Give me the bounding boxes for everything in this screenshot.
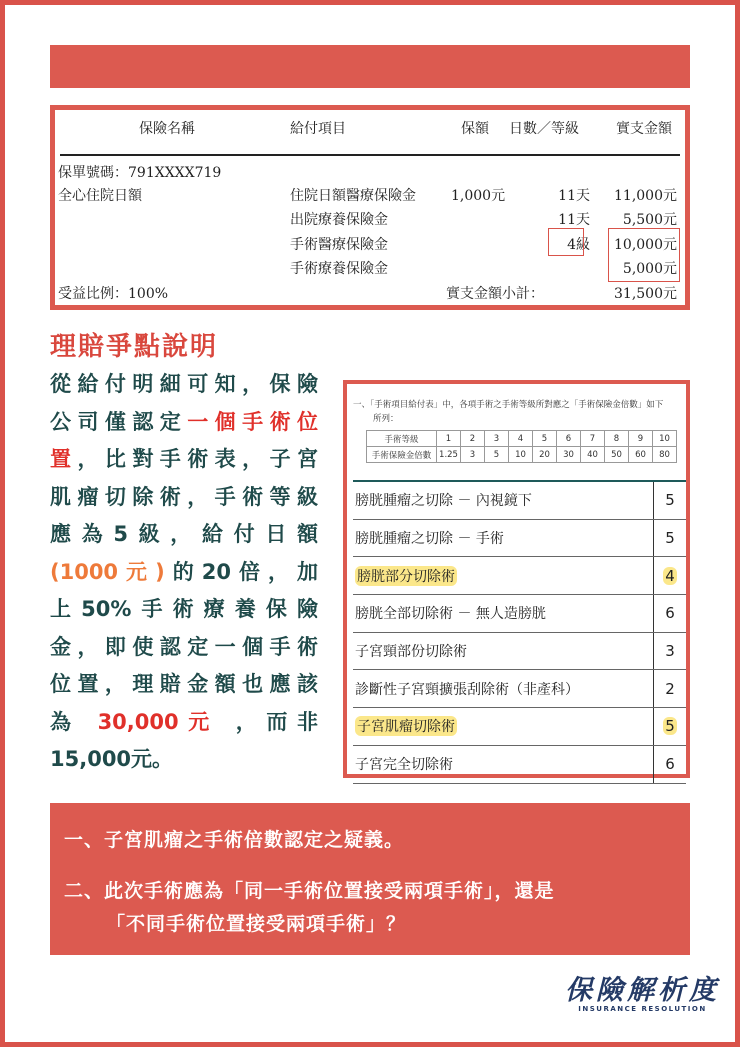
cell: 5 bbox=[533, 431, 557, 447]
cell: 1 bbox=[437, 431, 461, 447]
cell: 1.25 bbox=[437, 447, 461, 463]
procedure-level: 6 bbox=[665, 755, 675, 774]
text-segment: 肌瘤切除術，手術等級 bbox=[50, 484, 318, 509]
procedure-level-cell bbox=[654, 717, 686, 735]
cell: 8 bbox=[605, 431, 629, 447]
plan-name: 全心住院日額 bbox=[58, 188, 142, 204]
cell: 40 bbox=[581, 447, 605, 463]
procedure-name: 膀胱腫瘤之切除 － 手術 bbox=[355, 531, 504, 548]
cell: 80 bbox=[653, 447, 677, 463]
issue-2: 二、此次手術應為「同一手術位置接受兩項手術」，還是 bbox=[64, 880, 555, 902]
col-header-item: 給付項目 bbox=[290, 121, 346, 137]
text-segment: 應為5級，給付日額 bbox=[50, 522, 318, 546]
procedure-row bbox=[353, 708, 686, 746]
issue-2-cont: 「不同手術位置接受兩項手術」？ bbox=[106, 913, 407, 935]
procedure-row bbox=[353, 520, 686, 558]
subtotal-value: 31,500元 bbox=[614, 286, 677, 302]
top-banner bbox=[50, 45, 690, 88]
cell: 10 bbox=[653, 431, 677, 447]
amount: 1,000元 bbox=[451, 188, 506, 204]
text-line bbox=[50, 591, 318, 629]
procedure-name-cell bbox=[353, 746, 654, 783]
brand-logo bbox=[565, 968, 720, 1013]
procedure-level-cell bbox=[654, 604, 686, 622]
intro-line: 一、「手術項目給付表」中，各項手術之手術等級所對應之「手術保險金倍數」如下 bbox=[353, 400, 664, 410]
procedure-row bbox=[353, 595, 686, 633]
procedure-list bbox=[353, 480, 686, 784]
cell: 30 bbox=[557, 447, 581, 463]
subtotal-label: 實支金額小計： bbox=[446, 286, 544, 302]
text-line bbox=[50, 516, 318, 554]
text-segment: 公司僅認定 bbox=[50, 409, 188, 434]
procedure-row bbox=[353, 670, 686, 708]
intro-line: 所列： bbox=[373, 414, 399, 424]
procedure-name: 膀胱腫瘤之切除 － 內視鏡下 bbox=[355, 493, 532, 510]
procedure-level-cell bbox=[654, 680, 686, 698]
text-segment: ，而非 bbox=[218, 709, 319, 734]
procedure-level-cell bbox=[654, 755, 686, 773]
emphasis-text: (1000元) bbox=[50, 559, 165, 584]
text-line bbox=[50, 554, 318, 592]
procedure-name: 診斷性子宮頸擴張刮除術（非產科） bbox=[355, 681, 579, 698]
emphasis-text: 30,000元 bbox=[97, 709, 219, 734]
text-segment: 的20倍，加 bbox=[164, 559, 318, 584]
text-line bbox=[50, 366, 318, 404]
cell: 60 bbox=[629, 447, 653, 463]
procedure-level: 5 bbox=[665, 717, 675, 736]
text-segment: 從給付明細可知，保險 bbox=[50, 372, 318, 396]
emphasis-text: 一個手術位 bbox=[187, 409, 319, 434]
procedure-level-cell bbox=[654, 491, 686, 509]
cell: 9 bbox=[629, 431, 653, 447]
col-header-plan: 保險名稱 bbox=[139, 121, 195, 137]
explanation-text bbox=[50, 366, 318, 779]
logo-english: INSURANCE RESOLUTION bbox=[578, 1005, 707, 1013]
cell: 20 bbox=[533, 447, 557, 463]
procedure-level: 4 bbox=[665, 566, 675, 585]
item: 手術醫療保險金 bbox=[290, 237, 388, 253]
surgery-reference-image bbox=[343, 380, 690, 778]
section-heading: 理賠爭點說明 bbox=[50, 332, 219, 362]
procedure-name-cell bbox=[353, 520, 654, 557]
cell: 3 bbox=[461, 447, 485, 463]
procedure-level-cell bbox=[654, 567, 686, 585]
paid: 5,500元 bbox=[622, 212, 677, 228]
text-line bbox=[50, 441, 318, 479]
text-line bbox=[50, 479, 318, 517]
cell: 6 bbox=[557, 431, 581, 447]
cell: 7 bbox=[581, 431, 605, 447]
procedure-name-cell bbox=[353, 633, 654, 670]
text-segment: ，比對手術表，子宮 bbox=[77, 447, 319, 471]
policy-number: 保單號碼：791XXXX719 bbox=[58, 165, 222, 181]
cell: 50 bbox=[605, 447, 629, 463]
col-header-days: 日數／等級 bbox=[509, 121, 579, 137]
procedure-level: 3 bbox=[665, 642, 675, 661]
procedure-name-cell bbox=[353, 595, 654, 632]
procedure-level-cell bbox=[654, 642, 686, 660]
procedure-name: 膀胱部分切除術 bbox=[355, 566, 457, 586]
row-label: 手術等級 bbox=[367, 431, 437, 447]
surgery-amount-highlight-box bbox=[608, 228, 680, 282]
grade-highlight-box bbox=[548, 228, 584, 256]
claim-detail-table bbox=[50, 105, 690, 310]
text-segment: 金，即使認定一個手術 bbox=[50, 634, 318, 659]
text-line bbox=[50, 704, 318, 742]
text-segment: 為 bbox=[50, 709, 98, 734]
procedure-level-cell bbox=[654, 529, 686, 547]
procedure-level: 5 bbox=[665, 529, 675, 548]
emphasis-text: 置 bbox=[50, 447, 78, 471]
procedure-row bbox=[353, 482, 686, 520]
header-rule bbox=[60, 154, 680, 156]
item: 手術療養保險金 bbox=[290, 261, 388, 277]
procedure-name: 子宮肌瘤切除術 bbox=[355, 716, 457, 736]
col-header-amount: 保額 bbox=[461, 121, 489, 137]
procedure-row bbox=[353, 746, 686, 784]
procedure-name-cell bbox=[353, 557, 654, 594]
procedure-row bbox=[353, 633, 686, 671]
text-segment: 位置，理賠金額也應該 bbox=[50, 672, 318, 696]
paid: 11,000元 bbox=[614, 188, 677, 204]
issue-1: 一、子宮肌瘤之手術倍數認定之疑義。 bbox=[64, 829, 405, 851]
paid: 5,000元 bbox=[622, 261, 677, 277]
multiplier-table bbox=[366, 430, 677, 463]
text-line bbox=[50, 666, 318, 704]
procedure-row bbox=[353, 557, 686, 595]
cell: 4 bbox=[509, 431, 533, 447]
cell: 10 bbox=[509, 447, 533, 463]
procedure-name: 子宮完全切除術 bbox=[355, 757, 453, 774]
reference-intro bbox=[353, 398, 663, 426]
cell: 3 bbox=[485, 431, 509, 447]
procedure-name: 子宮頸部份切除術 bbox=[355, 644, 467, 661]
issues-box bbox=[50, 803, 690, 955]
text-segment: 15,000元。 bbox=[50, 747, 174, 771]
text-line bbox=[50, 629, 318, 667]
cell: 2 bbox=[461, 431, 485, 447]
beneficiary-ratio: 受益比例：100% bbox=[58, 286, 169, 302]
paid: 10,000元 bbox=[614, 237, 677, 253]
days: 4級 bbox=[567, 237, 590, 253]
procedure-name-cell bbox=[353, 482, 654, 519]
procedure-name-cell bbox=[353, 708, 654, 745]
procedure-level: 6 bbox=[665, 604, 675, 623]
logo-chinese: 保險解析度 bbox=[565, 975, 720, 1006]
text-line bbox=[50, 404, 318, 442]
procedure-level: 5 bbox=[665, 491, 675, 510]
text-line bbox=[50, 741, 318, 779]
cell: 5 bbox=[485, 447, 509, 463]
days: 11天 bbox=[558, 188, 590, 204]
col-header-paid: 實支金額 bbox=[616, 121, 672, 137]
item: 出院療養保險金 bbox=[290, 212, 388, 228]
row-label: 手術保險金倍數 bbox=[367, 447, 437, 463]
item: 住院日額醫療保險金 bbox=[290, 188, 416, 204]
days: 11天 bbox=[558, 212, 590, 228]
procedure-level: 2 bbox=[665, 679, 675, 698]
procedure-name-cell bbox=[353, 670, 654, 707]
procedure-name: 膀胱全部切除術 － 無人造膀胱 bbox=[355, 606, 546, 623]
text-segment: 上50%手術療養保險 bbox=[50, 597, 318, 621]
